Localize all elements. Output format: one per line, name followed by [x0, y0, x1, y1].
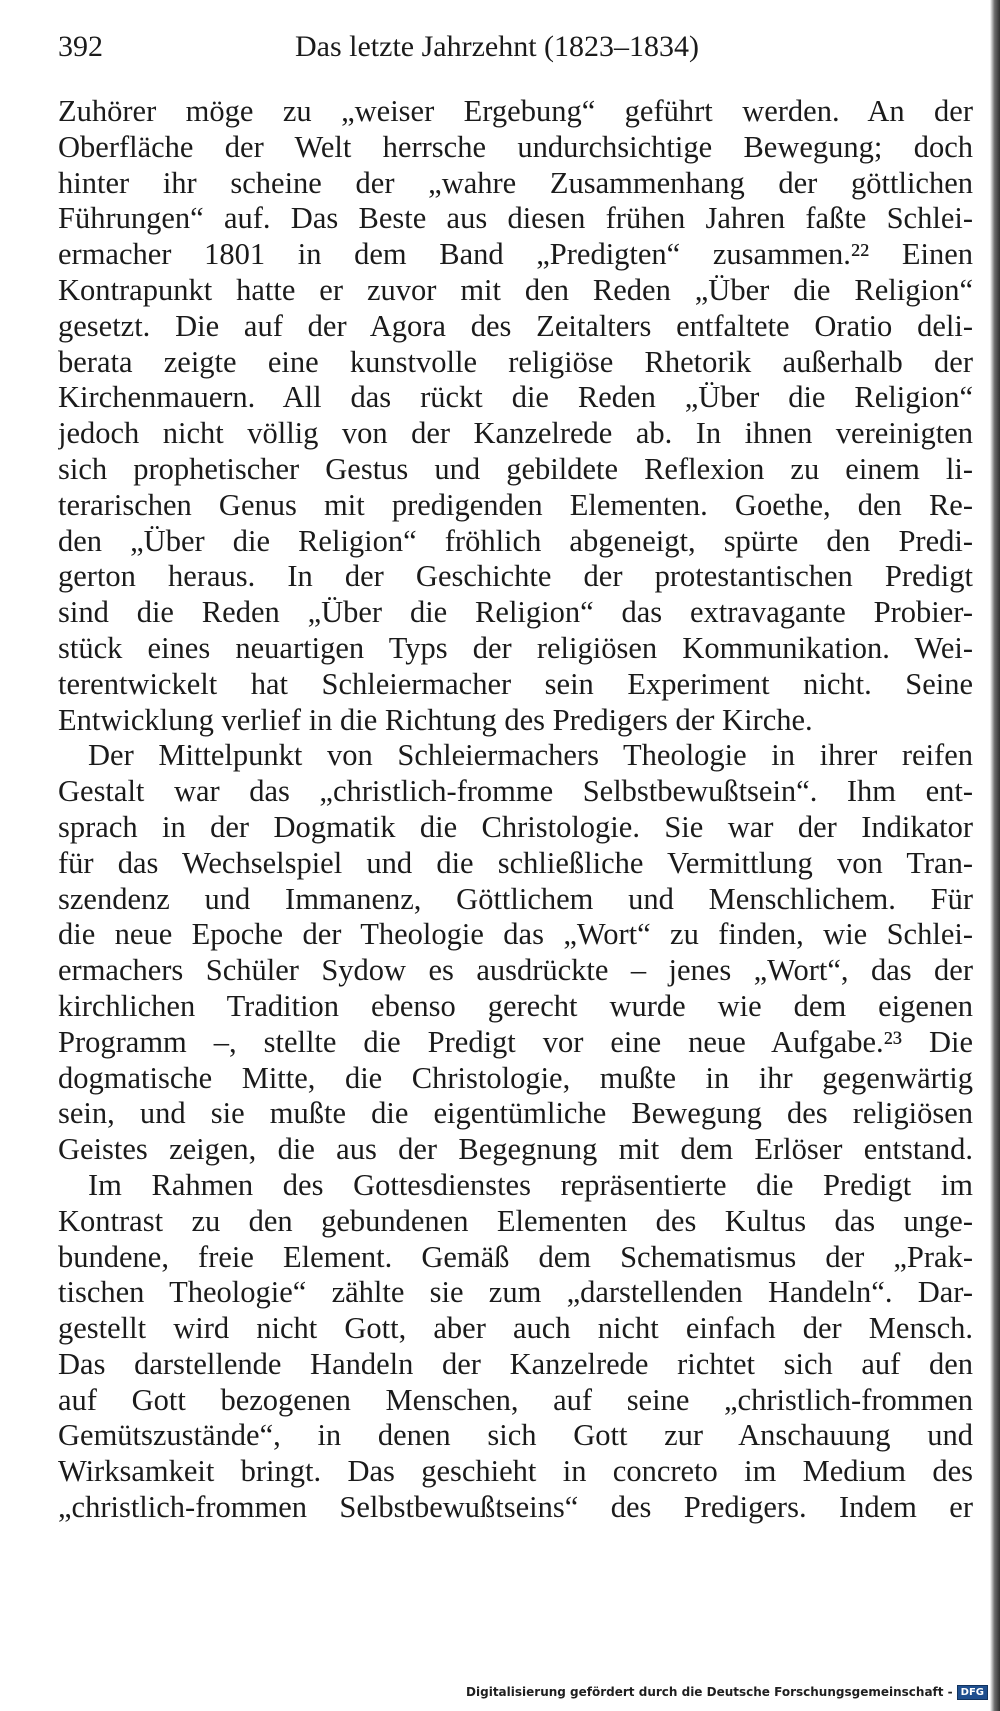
- text-line: „christlich-frommen Selbstbewußtseins“ des Predigers. Indem er: [58, 1490, 973, 1525]
- text-line: die neue Epoche der Theologie das „Wort“ zu finden, wie Schlei-: [58, 917, 973, 952]
- text-line: Das darstellende Handeln der Kanzelrede richtet sich auf den: [58, 1346, 973, 1381]
- text-line: Programm –, stellte die Predigt vor eine neue Aufgabe.²³ Die: [58, 1024, 973, 1059]
- text-line: Entwicklung verlief in die Richtung des Predigers der Kirche.: [58, 702, 813, 737]
- text-line: Gestalt war das „christlich-fromme Selbstbewußtsein“. Ihm ent-: [58, 774, 973, 809]
- text-line: bundene, freie Element. Gemäß dem Schematismus der „Prak-: [58, 1239, 973, 1274]
- text-line: kirchlichen Tradition ebenso gerecht wurde wie dem eigenen: [58, 988, 973, 1023]
- text-line: Führungen“ auf. Das Beste aus diesen frühen Jahren faßte Schlei-: [58, 201, 973, 236]
- body-text: [58, 94, 973, 1526]
- text-line: den „Über die Religion“ fröhlich abgeneigt, spürte den Predi-: [58, 523, 973, 558]
- text-line: auf Gott bezogenen Menschen, auf seine „christlich-frommen: [58, 1382, 973, 1417]
- credit-text: Digitalisierung gefördert durch die Deutsche Forschungsgemeinschaft -: [466, 1685, 953, 1699]
- page-edge-shadow: [990, 0, 1000, 1711]
- text-line: terentwickelt hat Schleiermacher sein Experiment nicht. Seine: [58, 666, 973, 701]
- text-line: ermachers Schüler Sydow es ausdrückte – jenes „Wort“, das der: [58, 953, 973, 988]
- text-line: Kontrapunkt hatte er zuvor mit den Reden „Über die Religion“: [58, 272, 973, 307]
- text-line: Geistes zeigen, die aus der Begegnung mit dem Erlöser entstand.: [58, 1132, 973, 1167]
- text-line: sein, und sie mußte die eigentümliche Bewegung des religiösen: [58, 1096, 973, 1131]
- text-line: tischen Theologie“ zählte sie zum „darstellenden Handeln“. Dar-: [58, 1275, 973, 1310]
- text-line: szendenz und Immanenz, Göttlichem und Menschlichem. Für: [58, 881, 973, 916]
- text-line: stück eines neuartigen Typs der religiösen Kommunikation. Wei-: [58, 630, 973, 665]
- dfg-logo: DFG: [957, 1685, 988, 1700]
- text-line: dogmatische Mitte, die Christologie, mußte in ihr gegenwärtig: [58, 1060, 973, 1095]
- text-line: Im Rahmen des Gottesdienstes repräsentierte die Predigt im: [88, 1167, 973, 1202]
- text-line: ermacher 1801 in dem Band „Predigten“ zusammen.²² Einen: [58, 237, 973, 272]
- digitization-credit: [466, 1681, 988, 1703]
- text-line: Wirksamkeit bringt. Das geschieht in concreto im Medium des: [58, 1454, 973, 1489]
- text-line: Oberfläche der Welt herrsche undurchsichtige Bewegung; doch: [58, 129, 973, 164]
- text-line: Gemütszustände“, in denen sich Gott zur Anschauung und: [58, 1418, 973, 1453]
- text-line: Kontrast zu den gebundenen Elementen des Kultus das unge-: [58, 1203, 973, 1238]
- page-number: 392: [58, 30, 103, 63]
- text-line: Der Mittelpunkt von Schleiermachers Theologie in ihrer reifen: [88, 738, 973, 773]
- text-line: terarischen Genus mit predigenden Elementen. Goethe, den Re-: [58, 487, 973, 522]
- text-line: Kirchenmauern. All das rückt die Reden „Über die Religion“: [58, 380, 973, 415]
- text-line: hinter ihr scheine der „wahre Zusammenhang der göttlichen: [58, 165, 973, 200]
- text-line: berata zeigte eine kunstvolle religiöse Rhetorik außerhalb der: [58, 344, 973, 379]
- text-line: für das Wechselspiel und die schließliche Vermittlung von Tran-: [58, 845, 973, 880]
- text-line: Zuhörer möge zu „weiser Ergebung“ geführt werden. An der: [58, 94, 973, 128]
- running-head: Das letzte Jahrzehnt (1823–1834): [295, 30, 700, 63]
- text-line: jedoch nicht völlig von der Kanzelrede ab. In ihnen vereinigten: [58, 416, 973, 451]
- text-line: gestellt wird nicht Gott, aber auch nicht einfach der Mensch.: [58, 1311, 973, 1346]
- text-line: gesetzt. Die auf der Agora des Zeitalters entfaltete Oratio deli-: [58, 308, 973, 343]
- page-header: [58, 22, 973, 70]
- text-line: sprach in der Dogmatik die Christologie. Sie war der Indikator: [58, 809, 973, 844]
- text-line: gerton heraus. In der Geschichte der protestantischen Predigt: [58, 559, 973, 594]
- text-line: sich prophetischer Gestus und gebildete Reflexion zu einem li-: [58, 451, 973, 486]
- text-line: sind die Reden „Über die Religion“ das extravagante Probier-: [58, 595, 973, 630]
